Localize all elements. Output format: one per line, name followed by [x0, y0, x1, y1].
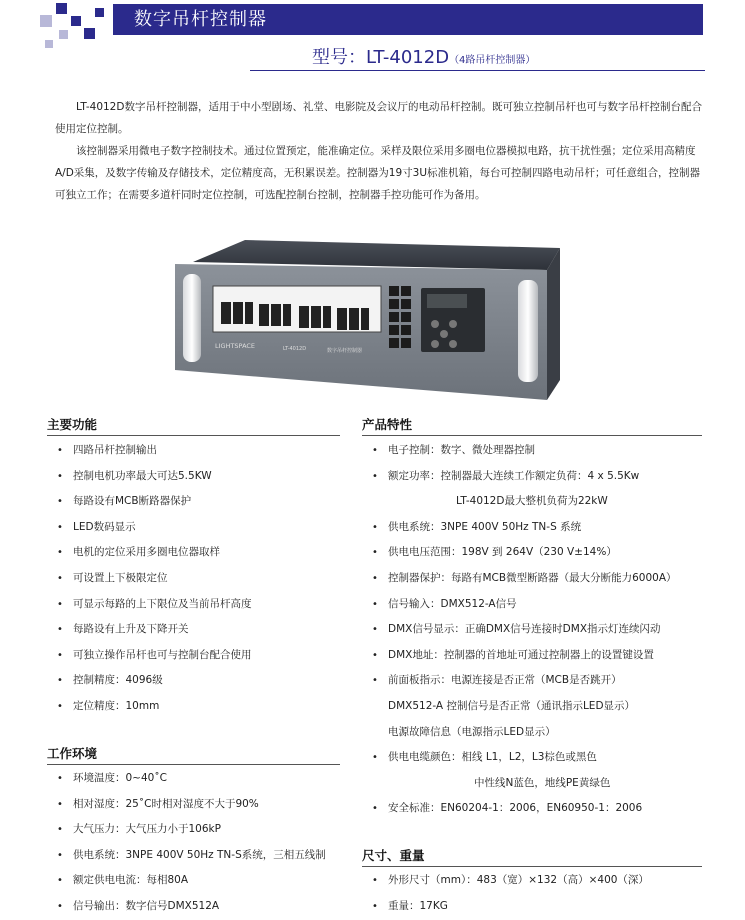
list-item: • 可显示每路的上下限位及当前吊杆高度	[57, 592, 252, 618]
list-item: • 控制精度：4096级	[57, 668, 252, 694]
main-functions-rule	[47, 435, 340, 436]
dimensions-rule	[362, 866, 702, 867]
main-functions-title: 主要功能	[47, 417, 98, 432]
main-functions-list	[57, 438, 252, 720]
model-note: （4路吊杆控制器）	[449, 55, 536, 66]
list-item: • 供电系统：3NPE 400V 50Hz TN-S系统，三相五线制	[57, 843, 326, 869]
list-item: • 安全标准：EN60204-1：2006，EN60950-1：2006	[372, 796, 677, 822]
list-item: • 重量：17KG	[372, 894, 649, 920]
intro-paragraph-1: LT-4012D数字吊杆控制器，适用于中小型剧场、礼堂、电影院及会议厅的电动吊杆控制。既可独立控制吊杆也可与数字吊杆控制台配合使用定位控制。	[55, 101, 702, 135]
list-item: • 控制器保护：每路有MCB微型断路器（最大分断能力6000A）	[372, 566, 677, 592]
device-caption: 数字吊杆控制器	[327, 348, 363, 354]
list-item: • DMX信号显示：正确DMX信号连接时DMX指示灯连续闪动	[372, 617, 677, 643]
list-item: • 信号输入：DMX512-A信号	[372, 592, 677, 618]
list-item: LT-4012D最大整机负荷为22kW	[456, 495, 608, 508]
device-model: LT-4012D	[283, 346, 307, 352]
dimensions-title: 尺寸、重量	[362, 848, 425, 863]
list-item: • 外形尺寸（mm）：483（宽）×132（高）×400（深）	[372, 868, 649, 894]
environment-list	[57, 766, 326, 920]
list-item: • 每路设有MCB断路器保护	[57, 489, 252, 515]
model-label: 型号：LT-4012D	[312, 47, 450, 68]
features-title: 产品特性	[362, 417, 413, 432]
page-title: 数字吊杆控制器	[134, 9, 267, 30]
environment-title: 工作环境	[47, 746, 98, 761]
list-item: • 信号输出：数字信号DMX512A	[57, 894, 326, 920]
list-item: • 前面板指示：电源连接是否正常（MCB是否跳开）	[372, 668, 677, 694]
features-rule	[362, 435, 702, 436]
features-list	[372, 438, 677, 822]
list-item: DMX512-A 控制信号是否正常（通讯指示LED显示）	[388, 699, 636, 712]
list-item: • 可独立操作吊杆也可与控制台配合使用	[57, 643, 252, 669]
list-item: • 可设置上下极限定位	[57, 566, 252, 592]
list-item: • 供电电缆颜色：相线 L1，L2，L3棕色或黑色	[372, 745, 677, 771]
model-line	[312, 46, 535, 73]
model-rule	[250, 70, 705, 71]
list-item: • 供电系统：3NPE 400V 50Hz TN-S 系统	[372, 515, 677, 541]
list-item: • 大气压力：大气压力小于106kP	[57, 817, 326, 843]
list-item: • LED数码显示	[57, 515, 252, 541]
list-item: 电源故障信息（电源指示LED显示）	[388, 725, 556, 738]
device-image	[175, 240, 560, 405]
list-item: • 控制电机功率最大可达5.5KW	[57, 464, 252, 490]
list-item: • 每路设有上升及下降开关	[57, 617, 252, 643]
list-item: • 额定功率：控制器最大连续工作额定负荷：4 x 5.5Kw	[372, 464, 677, 490]
environment-rule	[47, 764, 340, 765]
device-brand: LIGHTSPACE	[215, 342, 256, 350]
list-item: • 定位精度：10mm	[57, 694, 252, 720]
list-item: • 四路吊杆控制输出	[57, 438, 252, 464]
list-item: • DMX地址：控制器的首地址可通过控制器上的设置键设置	[372, 643, 677, 669]
dimensions-list	[372, 868, 649, 919]
list-item: • 电机的定位采用多圈电位器取样	[57, 540, 252, 566]
list-item: • 供电电压范围：198V 到 264V（230 V±14%）	[372, 540, 677, 566]
list-item: 中性线N蓝色，地线PE黄绿色	[474, 776, 611, 789]
list-item: • 额定供电电流：每相80A	[57, 868, 326, 894]
intro-text	[55, 96, 705, 206]
list-item: • 环境温度：0~40˚C	[57, 766, 326, 792]
list-item: • 电子控制：数字、微处理器控制	[372, 438, 677, 464]
list-item: • 相对湿度：25˚C时相对湿度不大于90%	[57, 792, 326, 818]
intro-paragraph-2: 该控制器采用微电子数字控制技术。通过位置预定，能准确定位。采样及限位采用多圈电位器模拟电路，抗干扰性强；定位采用高精度A/D采集，及数字传输及存储技术，定位精度高，无积累误差。控制器为19寸3U标准机箱，每台可控制四路电动吊杆；可任意组合，控制器可独立工作；在需要多道杆同时定位控制，可选配控制台控制，控制器手控功能可作为备用。	[55, 145, 701, 201]
